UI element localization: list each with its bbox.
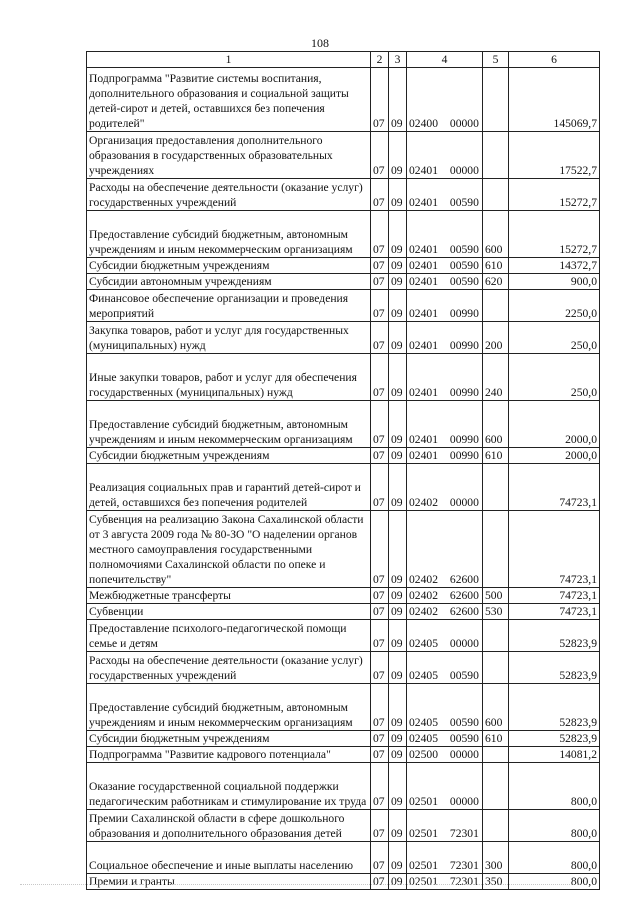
section-code: 07 <box>371 290 389 322</box>
table-row <box>87 511 600 588</box>
row-name-cell <box>87 211 371 258</box>
target-article-cell <box>407 684 483 731</box>
subsection-code: 09 <box>389 731 407 747</box>
target-article-direction: 62600 <box>449 573 479 586</box>
target-article-cell <box>407 464 483 511</box>
row-name-cell <box>87 511 371 588</box>
section-code: 07 <box>371 211 389 258</box>
amount: 900,0 <box>509 274 600 290</box>
target-article-cell <box>407 290 483 322</box>
amount: 52823,9 <box>509 731 600 747</box>
target-article-program: 02401 <box>409 339 438 352</box>
row-name: Субсидии автономным учреждениям <box>89 275 272 288</box>
expense-type-code <box>483 763 509 810</box>
row-name: Субсидии бюджетным учреждениям <box>89 732 270 745</box>
target-article-cell <box>407 322 483 354</box>
row-name-cell <box>87 604 371 620</box>
target-article-program: 02401 <box>409 386 438 399</box>
expense-type-code: 610 <box>483 258 509 274</box>
amount: 74723,1 <box>509 588 600 604</box>
row-name-cell <box>87 731 371 747</box>
table-row <box>87 132 600 179</box>
section-code: 07 <box>371 874 389 890</box>
amount: 52823,9 <box>509 620 600 652</box>
amount: 52823,9 <box>509 652 600 684</box>
row-name: Оказание государственной социальной поддержки педагогическим работникам и стимулирование их труда <box>89 780 367 808</box>
target-article-cell <box>407 211 483 258</box>
target-article-direction: 72301 <box>449 859 479 872</box>
table-row <box>87 322 600 354</box>
table-row <box>87 290 600 322</box>
subsection-code: 09 <box>389 464 407 511</box>
target-article-direction: 00590 <box>449 732 479 745</box>
table-row <box>87 448 600 464</box>
table-row <box>87 604 600 620</box>
subsection-code: 09 <box>389 448 407 464</box>
expense-type-code <box>483 810 509 842</box>
target-article-cell <box>407 274 483 290</box>
amount: 800,0 <box>509 874 600 890</box>
expense-type-code <box>483 290 509 322</box>
target-article-program: 02405 <box>409 716 438 729</box>
subsection-code: 09 <box>389 620 407 652</box>
target-article-cell <box>407 511 483 588</box>
table-row <box>87 874 600 890</box>
expense-type-code: 600 <box>483 684 509 731</box>
target-article-program: 02402 <box>409 573 438 586</box>
amount: 2250,0 <box>509 290 600 322</box>
amount: 2000,0 <box>509 401 600 448</box>
target-article-cell <box>407 810 483 842</box>
target-article-cell <box>407 747 483 763</box>
table-row <box>87 684 600 731</box>
target-article-program: 02401 <box>409 196 438 209</box>
subsection-code: 09 <box>389 401 407 448</box>
section-code: 07 <box>371 448 389 464</box>
row-name-cell <box>87 747 371 763</box>
expense-type-code <box>483 179 509 211</box>
section-code: 07 <box>371 842 389 874</box>
subsection-code: 09 <box>389 322 407 354</box>
amount: 15272,7 <box>509 179 600 211</box>
target-article-program: 02501 <box>409 875 438 888</box>
target-article-program: 02401 <box>409 449 438 462</box>
target-article-direction: 62600 <box>449 589 479 602</box>
row-name: Подпрограмма "Развитие кадрового потенциала" <box>89 748 331 761</box>
row-name-cell <box>87 810 371 842</box>
target-article-direction: 62600 <box>449 605 479 618</box>
expense-type-code <box>483 464 509 511</box>
row-name: Субвенции <box>89 605 144 618</box>
row-name: Субвенция на реализацию Закона Сахалинской области от 3 августа 2009 года № 80-ЗО "О наделении органов местного самоуправления государственными полномочиями Сахалинской области по опеке и попечительству" <box>89 513 364 586</box>
target-article-direction: 00990 <box>449 433 479 446</box>
row-name-cell <box>87 464 371 511</box>
expense-type-code: 600 <box>483 211 509 258</box>
amount: 74723,1 <box>509 464 600 511</box>
row-name: Предоставление субсидий бюджетным, автономным учреждениям и иным некоммерческим организациям <box>89 418 353 446</box>
subsection-code: 09 <box>389 747 407 763</box>
subsection-code: 09 <box>389 511 407 588</box>
row-name: Подпрограмма "Развитие системы воспитания, дополнительного образования и социальной защиты детей-сирот и детей, оставшихся без попечения родителей" <box>89 72 349 130</box>
target-article-program: 02501 <box>409 859 438 872</box>
expense-type-code <box>483 132 509 179</box>
target-article-cell <box>407 258 483 274</box>
expense-type-code: 530 <box>483 604 509 620</box>
target-article-cell <box>407 604 483 620</box>
table-row <box>87 179 600 211</box>
row-name-cell <box>87 354 371 401</box>
target-article-direction: 00000 <box>449 496 479 509</box>
subsection-code: 09 <box>389 68 407 132</box>
section-code: 07 <box>371 464 389 511</box>
expense-type-code: 200 <box>483 322 509 354</box>
amount: 17522,7 <box>509 132 600 179</box>
section-code: 07 <box>371 652 389 684</box>
row-name-cell <box>87 68 371 132</box>
target-article-program: 02402 <box>409 496 438 509</box>
subsection-code: 09 <box>389 652 407 684</box>
row-name: Закупка товаров, работ и услуг для государственных (муниципальных) нужд <box>89 324 349 352</box>
scan-noise-line <box>20 884 580 885</box>
subsection-code: 09 <box>389 354 407 401</box>
target-article-direction: 00590 <box>449 243 479 256</box>
row-name-cell <box>87 132 371 179</box>
section-code: 07 <box>371 179 389 211</box>
row-name: Субсидии бюджетным учреждениям <box>89 259 270 272</box>
table-row <box>87 810 600 842</box>
row-name-cell <box>87 620 371 652</box>
section-code: 07 <box>371 604 389 620</box>
target-article-cell <box>407 401 483 448</box>
row-name-cell <box>87 401 371 448</box>
target-article-cell <box>407 842 483 874</box>
section-code: 07 <box>371 588 389 604</box>
expense-type-code: 500 <box>483 588 509 604</box>
table-row <box>87 588 600 604</box>
subsection-code: 09 <box>389 810 407 842</box>
subsection-code: 09 <box>389 258 407 274</box>
expense-type-code: 350 <box>483 874 509 890</box>
row-name-cell <box>87 179 371 211</box>
target-article-cell <box>407 652 483 684</box>
subsection-code: 09 <box>389 132 407 179</box>
table-row <box>87 68 600 132</box>
target-article-direction: 00000 <box>449 795 479 808</box>
expense-type-code: 300 <box>483 842 509 874</box>
header-cell-5: 5 <box>483 52 509 68</box>
target-article-direction: 00990 <box>449 386 479 399</box>
row-name: Расходы на обеспечение деятельности (оказание услуг) государственных учреждений <box>89 654 363 682</box>
target-article-direction: 00000 <box>449 637 479 650</box>
amount: 15272,7 <box>509 211 600 258</box>
subsection-code: 09 <box>389 274 407 290</box>
amount: 14372,7 <box>509 258 600 274</box>
subsection-code: 09 <box>389 290 407 322</box>
table-row <box>87 211 600 258</box>
section-code: 07 <box>371 511 389 588</box>
expense-type-code: 620 <box>483 274 509 290</box>
table-row <box>87 731 600 747</box>
target-article-program: 02501 <box>409 827 438 840</box>
section-code: 07 <box>371 322 389 354</box>
budget-table <box>86 51 600 890</box>
expense-type-code: 600 <box>483 401 509 448</box>
row-name: Предоставление субсидий бюджетным, автономным учреждениям и иным некоммерческим организациям <box>89 228 353 256</box>
target-article-direction: 00990 <box>449 307 479 320</box>
subsection-code: 09 <box>389 684 407 731</box>
subsection-code: 09 <box>389 763 407 810</box>
row-name-cell <box>87 652 371 684</box>
row-name: Предоставление психолого-педагогической помощи семье и детям <box>89 622 347 650</box>
target-article-direction: 00990 <box>449 339 479 352</box>
row-name: Иные закупки товаров, работ и услуг для обеспечения государственных (муниципальных) нужд <box>89 371 357 399</box>
header-cell-6: 6 <box>509 52 600 68</box>
section-code: 07 <box>371 763 389 810</box>
target-article-direction: 72301 <box>449 827 479 840</box>
amount: 800,0 <box>509 810 600 842</box>
table-row <box>87 747 600 763</box>
subsection-code: 09 <box>389 842 407 874</box>
page-number: 108 <box>311 36 329 50</box>
row-name-cell <box>87 290 371 322</box>
amount: 52823,9 <box>509 684 600 731</box>
table-body <box>87 52 600 890</box>
row-name: Предоставление субсидий бюджетным, автономным учреждениям и иным некоммерческим организациям <box>89 701 353 729</box>
row-name: Социальное обеспечение и иные выплаты населению <box>89 859 354 872</box>
target-article-program: 02401 <box>409 164 438 177</box>
row-name: Расходы на обеспечение деятельности (оказание услуг) государственных учреждений <box>89 181 363 209</box>
target-article-program: 02401 <box>409 307 438 320</box>
row-name: Организация предоставления дополнительного образования в государственных образовательных учреждениях <box>89 134 333 177</box>
target-article-direction: 00590 <box>449 259 479 272</box>
target-article-direction: 00590 <box>449 275 479 288</box>
section-code: 07 <box>371 731 389 747</box>
target-article-cell <box>407 179 483 211</box>
row-name-cell <box>87 684 371 731</box>
target-article-program: 02401 <box>409 243 438 256</box>
target-article-direction: 00590 <box>449 196 479 209</box>
amount: 250,0 <box>509 354 600 401</box>
target-article-cell <box>407 731 483 747</box>
expense-type-code <box>483 747 509 763</box>
row-name-cell <box>87 274 371 290</box>
section-code: 07 <box>371 401 389 448</box>
section-code: 07 <box>371 620 389 652</box>
target-article-program: 02402 <box>409 605 438 618</box>
target-article-program: 02405 <box>409 637 438 650</box>
section-code: 07 <box>371 684 389 731</box>
table-row <box>87 763 600 810</box>
row-name-cell <box>87 322 371 354</box>
target-article-program: 02402 <box>409 589 438 602</box>
target-article-cell <box>407 874 483 890</box>
target-article-cell <box>407 68 483 132</box>
section-code: 07 <box>371 810 389 842</box>
target-article-program: 02401 <box>409 259 438 272</box>
amount: 14081,2 <box>509 747 600 763</box>
subsection-code: 09 <box>389 211 407 258</box>
target-article-program: 02401 <box>409 275 438 288</box>
target-article-program: 02405 <box>409 732 438 745</box>
target-article-cell <box>407 763 483 810</box>
table-row <box>87 274 600 290</box>
subsection-code: 09 <box>389 604 407 620</box>
header-cell-4: 4 <box>407 52 483 68</box>
expense-type-code <box>483 652 509 684</box>
amount: 800,0 <box>509 763 600 810</box>
amount: 74723,1 <box>509 511 600 588</box>
target-article-program: 02401 <box>409 433 438 446</box>
row-name: Субсидии бюджетным учреждениям <box>89 449 270 462</box>
section-code: 07 <box>371 354 389 401</box>
row-name-cell <box>87 448 371 464</box>
table-row <box>87 258 600 274</box>
target-article-cell <box>407 588 483 604</box>
row-name-cell <box>87 258 371 274</box>
subsection-code: 09 <box>389 588 407 604</box>
row-name: Премии и гранты <box>89 875 175 888</box>
row-name-cell <box>87 588 371 604</box>
expense-type-code: 610 <box>483 731 509 747</box>
target-article-direction: 00590 <box>449 716 479 729</box>
table-row <box>87 842 600 874</box>
amount: 800,0 <box>509 842 600 874</box>
row-name: Премии Сахалинской области в сфере дошкольного образования и дополнительного образования детей <box>89 812 345 840</box>
table-row <box>87 354 600 401</box>
subsection-code: 09 <box>389 179 407 211</box>
target-article-direction: 72301 <box>449 875 479 888</box>
target-article-direction: 00000 <box>449 117 479 130</box>
section-code: 07 <box>371 258 389 274</box>
target-article-program: 02400 <box>409 117 438 130</box>
amount: 2000,0 <box>509 448 600 464</box>
target-article-direction: 00000 <box>449 748 479 761</box>
section-code: 07 <box>371 274 389 290</box>
header-row <box>87 52 600 68</box>
target-article-cell <box>407 448 483 464</box>
row-name-cell <box>87 842 371 874</box>
expense-type-code <box>483 620 509 652</box>
target-article-cell <box>407 354 483 401</box>
expense-type-code: 610 <box>483 448 509 464</box>
row-name-cell <box>87 763 371 810</box>
subsection-code: 09 <box>389 874 407 890</box>
section-code: 07 <box>371 747 389 763</box>
table-row <box>87 620 600 652</box>
target-article-program: 02500 <box>409 748 438 761</box>
target-article-cell <box>407 620 483 652</box>
row-name: Реализация социальных прав и гарантий детей-сирот и детей, оставшихся без попечения родителей <box>89 481 361 509</box>
target-article-program: 02405 <box>409 669 438 682</box>
target-article-cell <box>407 132 483 179</box>
row-name-cell <box>87 874 371 890</box>
header-cell-3: 3 <box>389 52 407 68</box>
header-cell-2: 2 <box>371 52 389 68</box>
table-row <box>87 464 600 511</box>
amount: 145069,7 <box>509 68 600 132</box>
expense-type-code: 240 <box>483 354 509 401</box>
expense-type-code <box>483 68 509 132</box>
expense-type-code <box>483 511 509 588</box>
row-name: Межбюджетные трансферты <box>89 589 231 602</box>
target-article-direction: 00000 <box>449 164 479 177</box>
row-name: Финансовое обеспечение организации и проведения мероприятий <box>89 292 349 320</box>
table-row <box>87 652 600 684</box>
section-code: 07 <box>371 68 389 132</box>
target-article-direction: 00990 <box>449 449 479 462</box>
target-article-program: 02501 <box>409 795 438 808</box>
target-article-direction: 00590 <box>449 669 479 682</box>
header-cell-1: 1 <box>87 52 371 68</box>
table-row <box>87 401 600 448</box>
section-code: 07 <box>371 132 389 179</box>
amount: 250,0 <box>509 322 600 354</box>
amount: 74723,1 <box>509 604 600 620</box>
